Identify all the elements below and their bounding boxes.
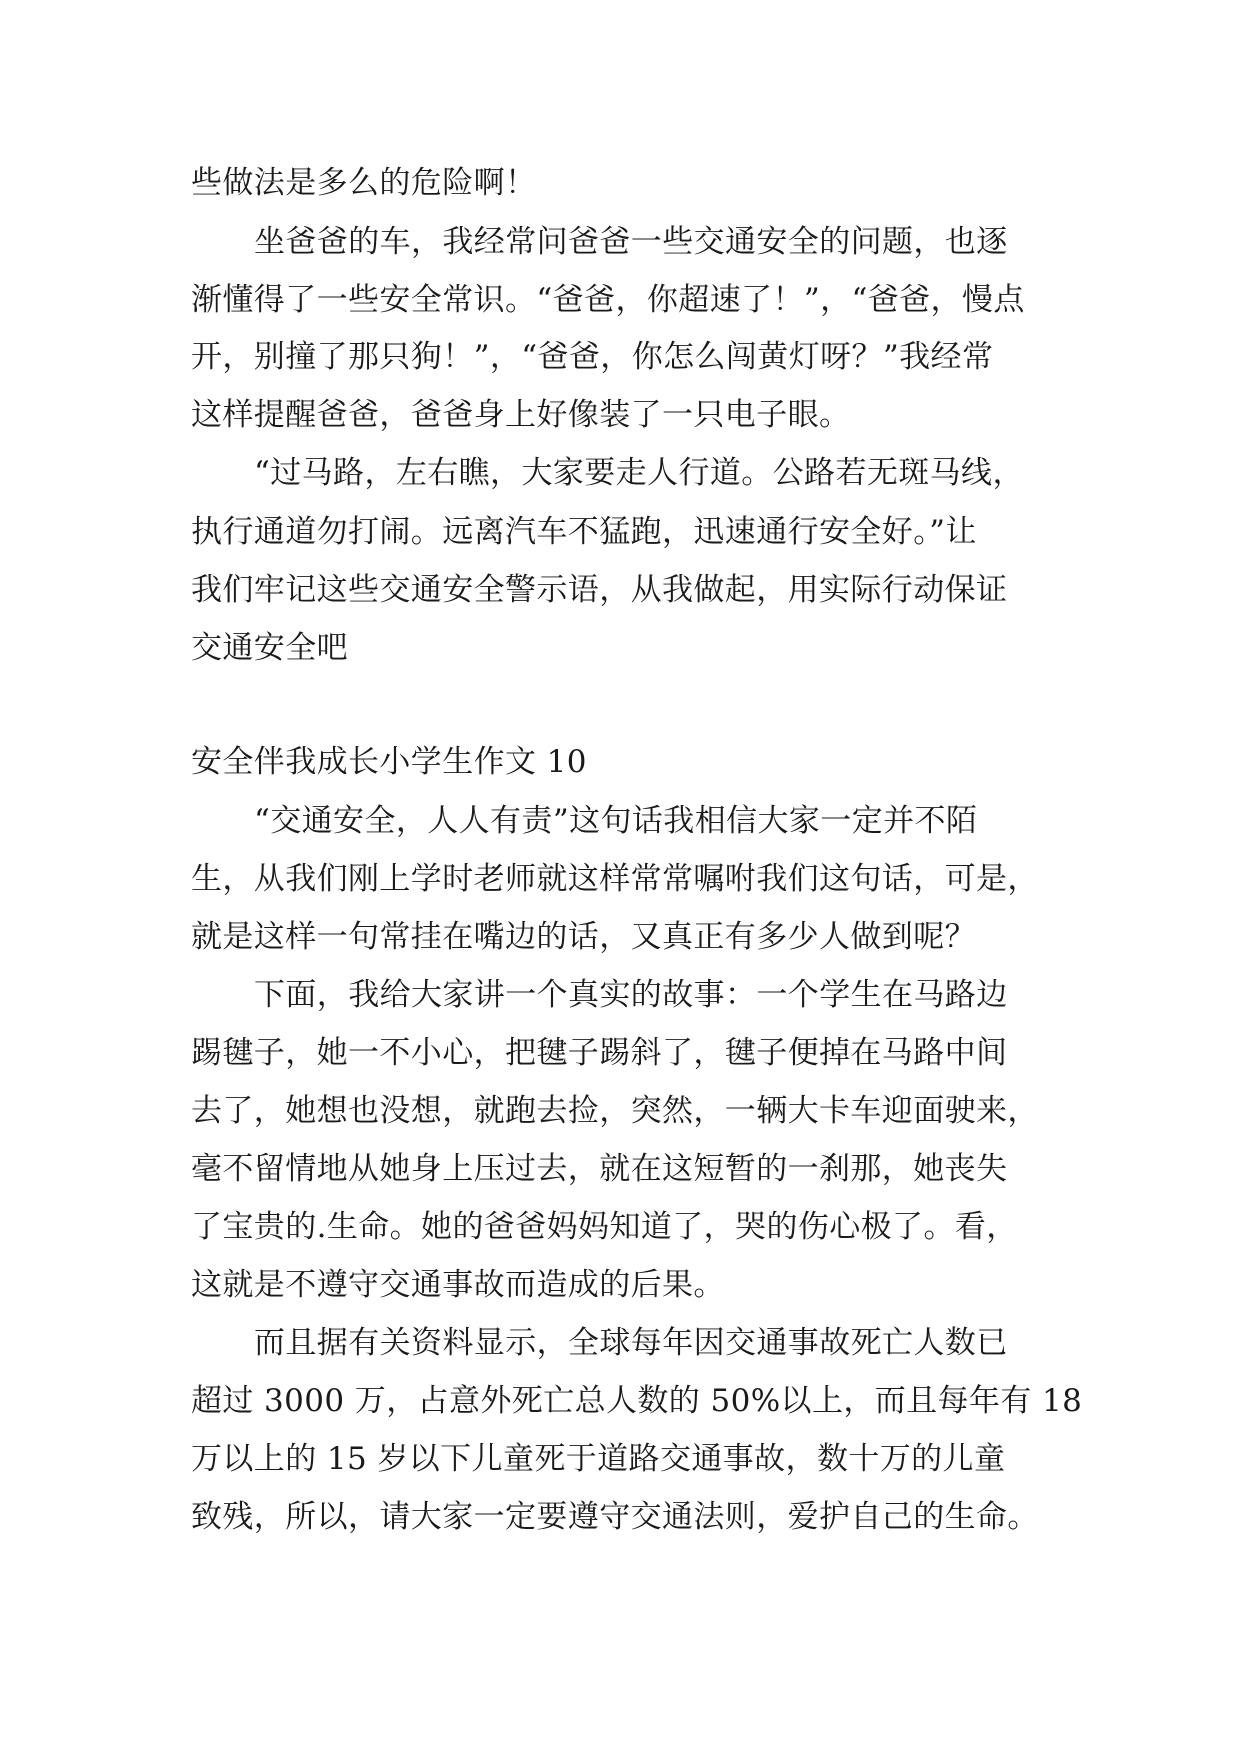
text-line: 了宝贵的.生命。她的爸爸妈妈知道了，哭的伤心极了。看， <box>191 1209 1018 1245</box>
section-title: 安全伴我成长小学生作文 10 <box>191 744 587 780</box>
text-line: 去了，她想也没想，就跑去捡，突然，一辆大卡车迎面驶来， <box>191 1093 1039 1129</box>
text-line: 生，从我们刚上学时老师就这样常常嘱咐我们这句话，可是， <box>191 861 1039 897</box>
text-line: 渐懂得了一些安全常识。“爸爸，你超速了！”，“爸爸，慢点 <box>191 282 1025 318</box>
text-line: 万以上的 15 岁以下儿童死于道路交通事故，数十万的儿童 <box>191 1441 1006 1477</box>
text-line: 我们牢记这些交通安全警示语，从我做起，用实际行动保证 <box>191 572 1008 608</box>
text-line: 执行通道勿打闹。远离汽车不猛跑，迅速通行安全好。”让 <box>191 514 977 550</box>
text-line: 些做法是多么的危险啊！ <box>191 165 537 201</box>
text-line: 就是这样一句常挂在嘴边的话，又真正有多少人做到呢？ <box>191 919 976 955</box>
text-line: 开，别撞了那只狗！”，“爸爸，你怎么闯黄灯呀？”我经常 <box>191 339 994 375</box>
text-line: 毫不留情地从她身上压过去，就在这短暂的一刹那，她丧失 <box>191 1151 1008 1187</box>
text-line: 而且据有关资料显示，全球每年因交通事故死亡人数已 <box>254 1325 1008 1361</box>
text-line: 这就是不遵守交通事故而造成的后果。 <box>191 1267 725 1303</box>
text-line: 致残，所以，请大家一定要遵守交通法则，爱护自己的生命。 <box>191 1499 1039 1535</box>
text-line: 这样提醒爸爸，爸爸身上好像装了一只电子眼。 <box>191 397 851 433</box>
text-line: “交通安全，人人有责”这句话我相信大家一定并不陌 <box>254 803 978 839</box>
text-line: 下面，我给大家讲一个真实的故事：一个学生在马路边 <box>254 977 1008 1013</box>
text-line: 坐爸爸的车，我经常问爸爸一些交通安全的问题，也逐 <box>254 224 1008 260</box>
text-line: 超过 3000 万，占意外死亡总人数的 50%以上，而且每年有 18 <box>191 1383 1083 1419</box>
text-line: “过马路，左右瞧，大家要走人行道。公路若无斑马线， <box>254 455 1024 491</box>
text-line: 踢毽子，她一不小心，把毽子踢斜了，毽子便掉在马路中间 <box>191 1035 1008 1071</box>
text-line: 交通安全吧 <box>191 630 348 666</box>
